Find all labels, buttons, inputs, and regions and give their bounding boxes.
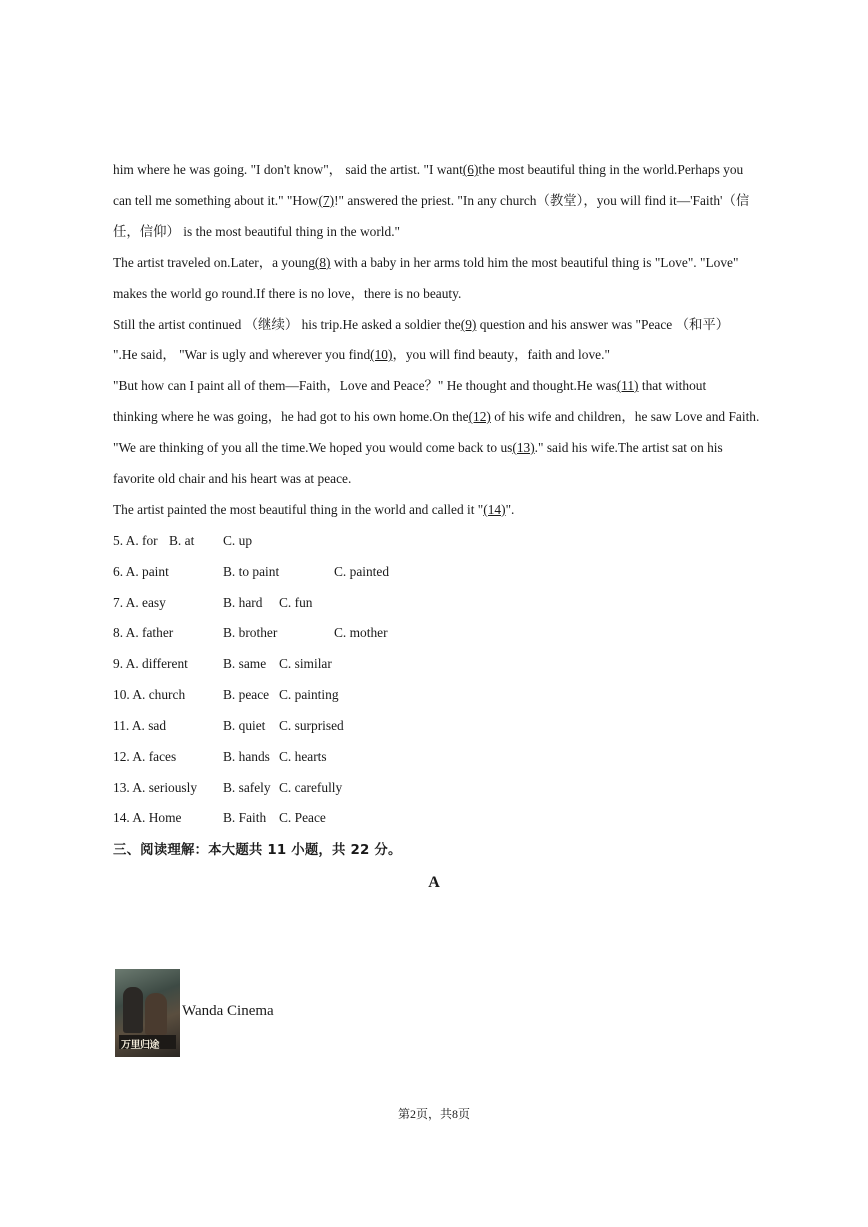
passage-line: "But how can I paint all of them—Faith，Love and Peace？" He thought and thought.He was(11) that without [113,378,707,393]
passage-line: The artist traveled on.Later，a young(8) with a baby in her arms told him the most beautiful thing is "Love". "Love" [113,255,739,270]
passage-line: favorite old chair and his heart was at peace. [113,471,352,486]
blank-6: (6) [462,162,479,177]
blank-11: (11) [616,378,639,393]
blank-7: (7) [318,193,335,208]
section-title: 三、阅读理解：本大题共 11 小题，共 22 分。 [113,843,402,858]
document-page: him where he was going. "I don't know"， said the artist. "I want(6)the most beautiful thing in the world.Perhaps you can tell me something about it." "How(7)!" answered the priest. "In any church（教堂），you will find it—'Faith'（信 任，信仰） is the most beautiful thing in the world." The artist traveled on.Later，a young(8) with a baby in her arms told him the most beautiful thing is "Love". "Love" makes the world go round.If there is no love，there is no beauty. Still the artist continued （继续） his trip.He asked a soldier the(9) question and his answer was "Peace （和平） ".He said， "War is ugly and wherever you find(10)，you will find beauty，faith and love." "But how can I paint all of them—Faith，Love and Peace？" He thought and thought.He was(11) that without thinking where he was going，he had got to his own home.On the(12) of his wife and children，he saw Love and Faith. "We are thinking of you all the time.We hoped you would come back to us(13)." said his wife.The artist sat on his favorite old chair and his heart was at peace. The artist painted the most beautiful thing in the world and called it "(14)". 5. A. for B. at C. up 6. A. paint B. to paint C. painted 7. A. easy B. hard C. fun 8. A. father B. brother C. mother 9. A. different B. same C. similar 10. A. church B. peace C. painting 11. A. sad B. quiet C. surprised 12. A. faces B. hands C. hearts 13. A. seriously B. safely C. carefully 14. A. Home B. Faith C. Peace 三、阅读理解：本大题共 11 小题，共 22 分。 A 万里归途 Wanda Cinema 第2页，共8页 [0,0,868,1227]
passage-line: thinking where he was going，he had got to his own home.On the(12) of his wife and children，he saw Love and Faith. [113,409,760,424]
passage-line: "We are thinking of you all the time.We hoped you would come back to us(13)." said his wife.The artist sat on his [113,440,723,455]
passage-line: Still the artist continued （继续） his trip.He asked a soldier the(9) question and his answer was "Peace （和平） [113,317,730,332]
passage-line: ".He said， "War is ugly and wherever you find(10)，you will find beauty，faith and love." [113,347,610,362]
poster-figure [145,993,167,1035]
passage-line: The artist painted the most beautiful thing in the world and called it "(14)". [113,502,515,517]
blank-10: (10) [370,347,393,362]
blank-13: (13) [512,440,535,455]
passage-line: 任，信仰） is the most beautiful thing in the world." [113,224,401,239]
cinema-name: Wanda Cinema [182,1003,274,1019]
poster-figure [123,987,143,1033]
passage-line: makes the world go round.If there is no love，there is no beauty. [113,286,462,301]
blank-9: (9) [460,317,477,332]
blank-8: (8) [314,255,331,270]
passage-line: can tell me something about it." "How(7)!" answered the priest. "In any church（教堂），you will find it—'Faith'（信 [113,193,750,208]
page-footer: 第2页，共8页 [397,1107,470,1121]
passage-label: A [428,874,440,891]
blank-14: (14) [483,502,506,517]
poster-title: 万里归途 [121,1040,159,1051]
movie-poster-image [115,969,180,1057]
blank-12: (12) [468,409,491,424]
passage-line: him where he was going. "I don't know"， said the artist. "I want(6)the most beautiful thing in the world.Perhaps you [113,162,744,177]
